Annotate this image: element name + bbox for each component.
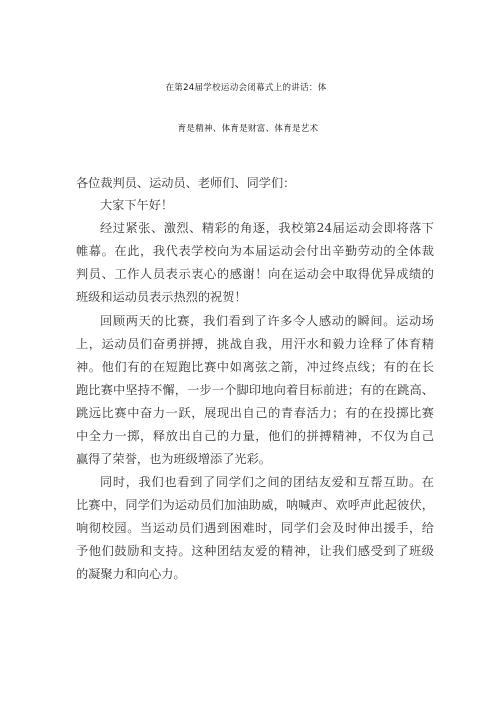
paragraph-3-line-1: 同时，我们也看到了同学们之间的团结友爱和互帮互助。在	[100, 475, 434, 489]
paragraph-2-line-2: 上，运动员们奋勇拼搏，挑战自我，用汗水和毅力诠释了体育精	[76, 337, 434, 351]
paragraph-2-line-6: 中全力一掷，释放出自己的力量，他们的拼搏精神，不仅为自己	[76, 429, 434, 443]
paragraph-1-line-3: 判员、工作人员表示衷心的感谢！向在运动会中取得优异成绩的	[76, 267, 434, 281]
document-title-line-1: 在第24届学校运动会闭幕式上的讲话：体	[165, 83, 327, 93]
paragraph-2-line-3: 神。他们有的在短跑比赛中如离弦之箭，冲过终点线；有的在长	[76, 360, 434, 374]
paragraph-2-line-5: 跳远比赛中奋力一跃，展现出自己的青春活力；有的在投掷比赛	[76, 406, 434, 420]
paragraph-3-line-2: 比赛中，同学们为运动员们加油助威，呐喊声、欢呼声此起彼伏，	[76, 498, 434, 512]
paragraph-3-line-5: 的凝聚力和向心力。	[76, 567, 186, 581]
paragraph-2-line-4: 跑比赛中坚持不懈，一步一个脚印地向着目标前进；有的在跳高、	[76, 383, 434, 397]
paragraph-2-line-1: 回顾两天的比赛，我们看到了许多令人感动的瞬间。运动场	[100, 314, 434, 328]
paragraph-3-line-3: 响彻校园。当运动员们遇到困难时，同学们会及时伸出援手，给	[76, 521, 434, 535]
greeting: 大家下午好！	[100, 198, 174, 212]
paragraph-1-line-1: 经过紧张、激烈、精彩的角逐，我校第24届运动会即将落下	[100, 221, 434, 235]
paragraph-3-line-4: 予他们鼓励和支持。这种团结友爱的精神，让我们感受到了班级	[76, 544, 434, 558]
salutation: 各位裁判员、运动员、老师们、同学们：	[76, 176, 296, 190]
paragraph-2-line-7: 赢得了荣誉，也为班级增添了光彩。	[76, 452, 271, 466]
paragraph-1-line-4: 班级和运动员表示热烈的祝贺！	[76, 290, 247, 304]
document-title-line-2: 育是精神、体育是财富、体育是艺术	[177, 124, 319, 134]
paragraph-1-line-2: 帷幕。在此，我代表学校向为本届运动会付出辛勤劳动的全体裁	[76, 244, 434, 258]
